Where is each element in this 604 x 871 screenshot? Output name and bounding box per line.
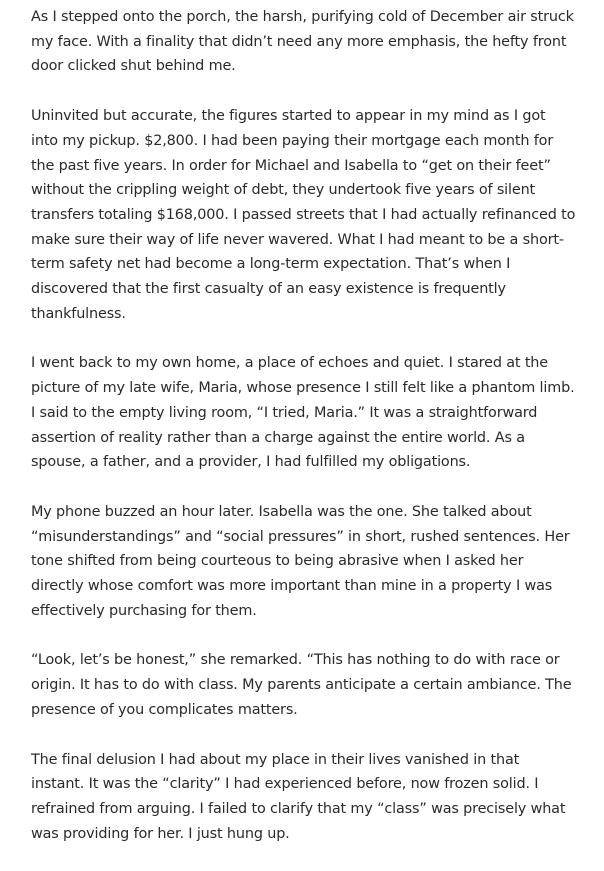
- paragraph-hung-up: The final delusion I had about my place in their lives vanished in that instant. It was the “clarity” I had experienced before, now frozen solid. I refrained from arguing. I failed to clarify that my “class” was precisely what was providing for her. I just hung up.: [31, 751, 566, 842]
- paragraph-quote: “Look, let’s be honest,” she remarked. “This has nothing to do with race or origin. It has to do with class. My parents anticipate a certain ambiance. The presence of you complicates matters.: [31, 652, 572, 718]
- paragraph-home: I went back to my own home, a place of echoes and quiet. I stared at the picture of my late wife, Maria, whose presence I still felt like a phantom limb. I said to the empty living room, “I tried, Maria.” It was a straightforward assertion of reality rather than a charge against the entire world. As a spouse, a father, and a provider, I had fulfilled my obligations.: [31, 355, 575, 471]
- paragraph-mortgage: Uninvited but accurate, the figures started to appear in my mind as I got into my pickup. $2,800. I had been paying their mortgage each month for the past five years. In order for Michael and Isabella to “get on their feet” without the crippling weight of debt, they undertook five years of silent transfers totaling $168,000. I passed streets that I had actually refinanced to make sure their way of life never wavered. What I had meant to be a short-term safety net had become a long-term expectation. That’s when I discovered that the first casualty of an easy existence is frequently thankfulness.: [31, 108, 576, 322]
- paragraph-porch: As I stepped onto the porch, the harsh, purifying cold of December air struck my face. With a finality that didn’t need any more emphasis, the hefty front door clicked shut behind me.: [31, 9, 574, 75]
- paragraph-phone-call: My phone buzzed an hour later. Isabella was the one. She talked about “misunderstandings” and “social pressures” in short, rushed sentences. Her tone shifted from being courteous to being abrasive when I asked her directly whose comfort was more important than mine in a property I was effectively purchasing for them.: [31, 503, 570, 619]
- story-text: [31, 5, 576, 871]
